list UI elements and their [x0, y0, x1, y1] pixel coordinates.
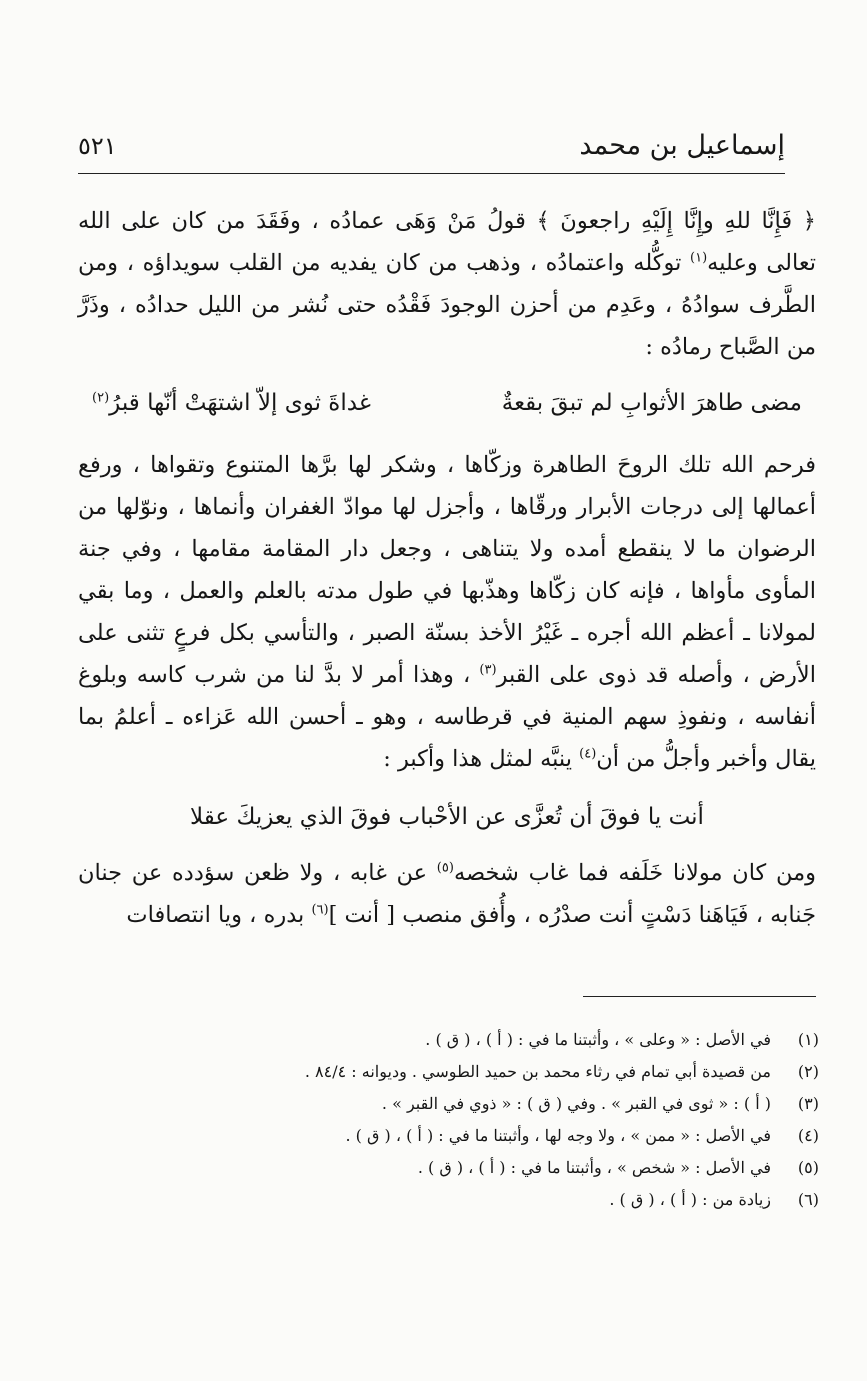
paragraph-1-line-3: الطَّرف سوادُهُ ، وعَدِم من أحزن الوجودَ فَقْدُه حتى نُشر من الليل حدادُه ، وذَرَّ من — [78, 292, 816, 360]
paragraph-1-line-2b: توكُّله واعتمادُه ، وذهب من كان يفديه من القلب سويداؤه ، ومن — [78, 250, 691, 276]
footnote-rule — [583, 996, 816, 997]
footnote-text: في الأصل : « ممن » ، ولا وجه لها ، وأثبتنا ما في : ( أ ) ، ( ق ) . — [345, 1126, 771, 1145]
verse-1-hemistich-2: غداةَ ثوى إلاّ اشتهَتْ أنّها قبرُ — [109, 390, 371, 416]
page-number: ٥٢١ — [78, 132, 117, 160]
footnote-number: (١) — [797, 1030, 819, 1049]
running-head-title: إسماعيل بن محمد — [579, 130, 785, 161]
verse-1-hemistich-2-wrap — [92, 382, 371, 424]
paragraph-2-line-4: مأواها ، فإنه كان زكّاها وهذّبها في طول مدته بالعلم والعمل ، وما بقي لمولانا ـ أعظم — [78, 578, 816, 646]
footnote-marker-6[interactable]: (٦) — [311, 902, 329, 918]
paragraph-3 — [78, 852, 816, 936]
footnote-number: (٥) — [797, 1158, 819, 1177]
header-rule — [78, 173, 785, 174]
running-head — [78, 130, 785, 170]
footnote-marker-4[interactable]: (٤) — [579, 746, 597, 762]
footnote — [59, 1184, 819, 1216]
footnote-number: (٦) — [797, 1190, 819, 1209]
paragraph-2-line-7b: ينبَّه لمثل — [489, 746, 580, 772]
paragraph-2-line-1: فرحم الله تلك الروحَ الطاهرة وزكّاها ، وشكر لها برَّها المتنوع وتقواها ، ورفع — [78, 452, 816, 478]
footnote-number: (٢) — [797, 1062, 819, 1081]
footnote-marker-2[interactable]: (٢) — [92, 390, 110, 406]
paragraph-1-line-1: ﴿ فَإِنَّا للهِ وإِنَّا إِلَيْهِ راجعونَ ﴾ قولُ مَنْ وَهَى عمادُه ، وفَقَدَ من كان على الله — [78, 208, 816, 234]
footnote-text: في الأصل : « شخص » ، وأثبتنا ما في : ( أ ) ، ( ق ) . — [417, 1158, 771, 1177]
footnote-number: (٣) — [797, 1094, 819, 1113]
footnote — [59, 1024, 819, 1056]
footnote-text: من قصيدة أبي تمام في رثاء محمد بن حميد الطوسي . وديوانه : ٨٤/٤ . — [304, 1062, 771, 1081]
paragraph-2-line-8: هذا وأكبر : — [383, 746, 483, 772]
footnote-marker-1[interactable]: (١) — [690, 250, 708, 266]
main-text — [78, 200, 816, 936]
footnote — [59, 1056, 819, 1088]
verse-2-text: أنت يا فوقَ أن تُعزَّى عن الأحْباب فوقَ الذي يعزيكَ عقلا — [190, 804, 704, 830]
paragraph-3-line-2: جَنابه ، فَيَاهَنا دَسْتٍ أنت صدْرُه ، وأُفق منصب [ أنت ] — [328, 902, 816, 928]
paragraph-1-line-2: تعالى وعليه — [707, 250, 816, 276]
footnote-text: ( أ ) : « ثوى في القبر » . وفي ( ق ) : « ذوي في القبر » . — [381, 1094, 771, 1113]
footnote — [59, 1152, 819, 1184]
paragraph-3-line-2b: بدره ، ويا انتصافات — [126, 902, 312, 928]
footnote-text: في الأصل : « وعلى » ، وأثبتنا ما في : ( أ ) ، ( ق ) . — [425, 1030, 771, 1049]
paragraph-2-line-5: الله أجره ـ غَيْرُ الأخذ بسنّة الصبر ، والتأسي بكل فرعٍ تثنى على الأرض ، وأصله قد — [78, 620, 817, 688]
footnote — [59, 1088, 819, 1120]
footnote-number: (٤) — [797, 1126, 819, 1145]
paragraph-1-line-4: الصَّباح رمادُه : — [645, 334, 780, 360]
paragraph-1 — [78, 200, 816, 368]
paragraph-2-line-3: الرضوان ما لا ينقطع أمده ولا يتناهى ، وجعل دار المقامة مقامها ، وفي جنة المأوى — [78, 536, 817, 604]
footnotes — [59, 1024, 819, 1216]
paragraph-2-line-2: أعمالها إلى درجات الأبرار ورقّاها ، وأجزل لها موادّ الغفران وأنماها ، ونوّلها من — [78, 494, 816, 520]
footnote-marker-3[interactable]: (٣) — [479, 662, 497, 678]
paragraph-2-line-7: في قرطاسه ، وهو ـ أحسن الله عَزاءه ـ أعلمُ بما يقال وأخبر وأجلُّ من أن — [78, 704, 816, 772]
verse-1-hemistich-1: مضى طاهرَ الأثوابِ لم تبقَ بقعةٌ — [501, 390, 802, 416]
paragraph-2-line-6b: ، وهذا أمر لا بدَّ لنا من شرب كاسه وبلوغ أنفاسه ، ونفوذِ سهم المنية — [78, 662, 816, 730]
paragraph-3-line-1: ومن كان مولانا خَلَفه فما غاب شخصه — [453, 860, 817, 886]
verse-1 — [92, 382, 802, 424]
footnote-text: زيادة من : ( أ ) ، ( ق ) . — [609, 1190, 771, 1209]
paragraph-2 — [78, 444, 816, 780]
footnote-marker-5[interactable]: (٥) — [436, 860, 454, 876]
paragraph-2-line-6: ذوى على القبر — [496, 662, 637, 688]
verse-2 — [92, 796, 802, 838]
paragraph-3-line-1b: عن غابه ، ولا ظعن سؤدده عن جنان — [78, 860, 437, 886]
footnote — [59, 1120, 819, 1152]
